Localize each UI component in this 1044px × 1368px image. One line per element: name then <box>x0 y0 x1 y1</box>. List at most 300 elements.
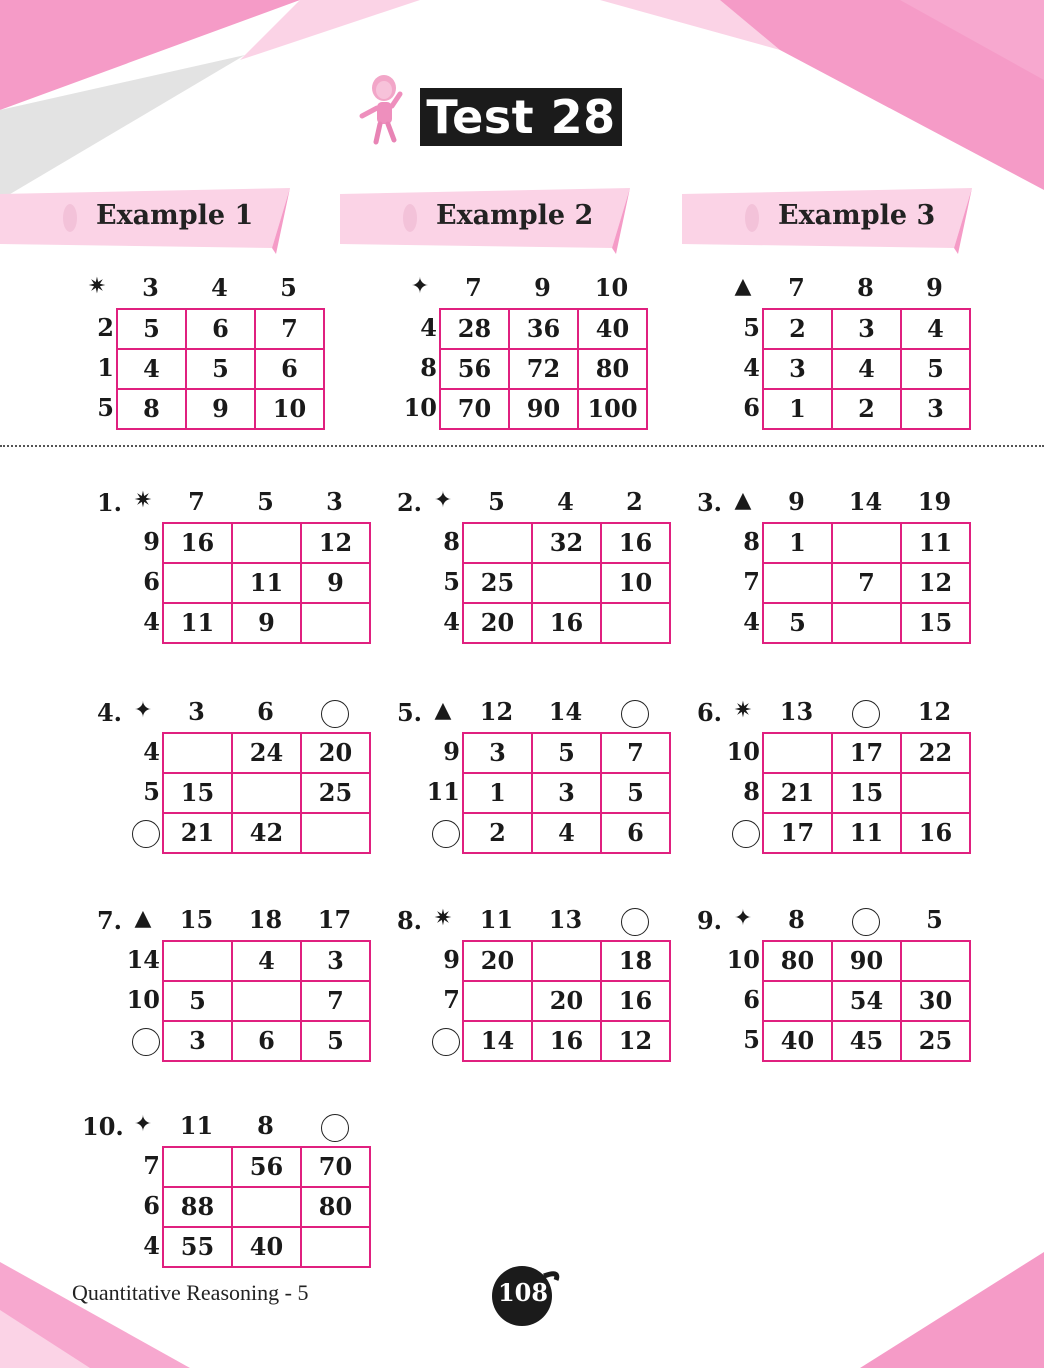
operation-symbol-icon: ✷ <box>133 488 153 513</box>
grid-row <box>163 981 370 1021</box>
grid-cell: 40 <box>763 1021 832 1061</box>
grid-cell: 12 <box>301 523 370 563</box>
blank-answer-cell[interactable] <box>901 773 970 813</box>
grid-cell: 20 <box>532 981 601 1021</box>
grid-cell: 16 <box>163 523 232 563</box>
row-header[interactable] <box>420 812 460 852</box>
answer-circle[interactable] <box>132 1028 160 1056</box>
question-4 <box>96 696 396 856</box>
grid-cell: 5 <box>901 349 970 389</box>
question-number: 2. <box>396 488 422 517</box>
grid-cell: 3 <box>901 389 970 429</box>
row-header[interactable] <box>420 1020 460 1060</box>
column-header: 5 <box>488 487 505 516</box>
grid-cell: 7 <box>255 309 324 349</box>
column-header: 12 <box>479 697 514 726</box>
example-3-label: Example 3 <box>778 200 936 231</box>
grid-cell: 3 <box>532 773 601 813</box>
blank-answer-cell[interactable] <box>301 603 370 643</box>
grid-cell: 20 <box>463 603 532 643</box>
grid-row <box>117 389 324 429</box>
grid-row <box>163 941 370 981</box>
column-header: 5 <box>257 487 274 516</box>
operation-symbol-icon: ✷ <box>733 698 753 723</box>
grid-cell: 100 <box>578 389 647 429</box>
operation-symbol-icon: ▲ <box>734 488 752 513</box>
grid-cell: 22 <box>901 733 970 773</box>
grid-cell: 12 <box>901 563 970 603</box>
grid-cell: 9 <box>186 389 255 429</box>
column-header: 7 <box>188 487 205 516</box>
row-header: 7 <box>743 567 760 596</box>
column-header: 9 <box>788 487 805 516</box>
grid-cell: 3 <box>832 309 901 349</box>
grid-cell: 32 <box>532 523 601 563</box>
grid-row <box>463 981 670 1021</box>
grid-cell: 5 <box>301 1021 370 1061</box>
blank-answer-cell[interactable] <box>163 941 232 981</box>
number-grid <box>462 732 671 854</box>
column-header: 19 <box>917 487 952 516</box>
grid-cell: 90 <box>509 389 578 429</box>
grid-cell: 11 <box>163 603 232 643</box>
grid-row <box>763 349 970 389</box>
operation-symbol-icon: ▲ <box>734 274 752 299</box>
answer-circle[interactable] <box>432 820 460 848</box>
row-header: 14 <box>126 945 160 974</box>
grid-row <box>763 523 970 563</box>
column-header: 15 <box>179 905 214 934</box>
answer-circle[interactable] <box>321 700 349 728</box>
grid-row <box>763 563 970 603</box>
row-header[interactable] <box>120 812 160 852</box>
question-number: 5. <box>396 698 422 727</box>
column-header: 13 <box>779 697 814 726</box>
grid-cell: 11 <box>232 563 301 603</box>
blank-answer-cell[interactable] <box>163 1147 232 1187</box>
number-grid <box>162 1146 371 1268</box>
example-2-label: Example 2 <box>436 200 594 231</box>
row-header: 10 <box>726 737 760 766</box>
grid-cell: 24 <box>232 733 301 773</box>
grid-cell: 17 <box>763 813 832 853</box>
grid-cell: 14 <box>463 1021 532 1061</box>
question-number: 9. <box>696 906 722 935</box>
question-6 <box>696 696 996 856</box>
number-grid <box>162 522 371 644</box>
grid-row <box>163 1187 370 1227</box>
grid-row <box>763 941 970 981</box>
book-title: Quantitative Reasoning - 5 <box>72 1280 309 1305</box>
grid-cell: 2 <box>832 389 901 429</box>
grid-cell: 16 <box>601 981 670 1021</box>
page-title: Test 28 <box>420 88 622 146</box>
grid-cell: 90 <box>832 941 901 981</box>
grid-cell: 80 <box>578 349 647 389</box>
grid-cell: 54 <box>832 981 901 1021</box>
grid-cell: 5 <box>163 981 232 1021</box>
row-header: 10 <box>126 985 160 1014</box>
column-header[interactable] <box>600 698 669 728</box>
question-5 <box>396 696 696 856</box>
grid-row <box>163 1227 370 1267</box>
question-number: 10. <box>82 1112 124 1141</box>
grid-row <box>163 1021 370 1061</box>
operation-symbol-icon: ✦ <box>733 906 753 931</box>
grid-cell: 72 <box>509 349 578 389</box>
grid-row <box>463 603 670 643</box>
question-1 <box>96 486 396 646</box>
row-header: 5 <box>743 1025 760 1054</box>
grid-cell: 45 <box>832 1021 901 1061</box>
grid-cell: 2 <box>763 309 832 349</box>
grid-row <box>163 733 370 773</box>
grid-row <box>463 813 670 853</box>
column-header: 11 <box>479 905 514 934</box>
grid-cell: 6 <box>601 813 670 853</box>
number-grid <box>116 308 325 430</box>
mascot-girl-icon <box>356 72 416 148</box>
grid-cell: 16 <box>532 1021 601 1061</box>
grid-row <box>463 773 670 813</box>
number-grid <box>162 940 371 1062</box>
column-header: 5 <box>926 905 943 934</box>
blank-answer-cell[interactable] <box>232 773 301 813</box>
blank-answer-cell[interactable] <box>601 603 670 643</box>
grid-cell: 30 <box>901 981 970 1021</box>
row-header: 10 <box>726 945 760 974</box>
number-grid <box>762 522 971 644</box>
example-1-banner <box>0 188 292 254</box>
grid-row <box>463 563 670 603</box>
grid-cell: 10 <box>255 389 324 429</box>
blank-answer-cell[interactable] <box>301 1227 370 1267</box>
row-header: 5 <box>97 393 114 422</box>
row-header: 1 <box>97 353 114 382</box>
row-header: 4 <box>443 607 460 636</box>
question-number: 6. <box>696 698 722 727</box>
grid-cell: 88 <box>163 1187 232 1227</box>
section-divider <box>0 445 1044 447</box>
operation-symbol-icon: ✷ <box>433 906 453 931</box>
column-header[interactable] <box>300 1112 369 1142</box>
column-header[interactable] <box>600 906 669 936</box>
grid-cell: 5 <box>532 733 601 773</box>
grid-cell: 40 <box>578 309 647 349</box>
example-2-grid <box>373 272 673 432</box>
row-header: 11 <box>426 777 460 806</box>
answer-circle[interactable] <box>132 820 160 848</box>
column-header: 14 <box>548 697 583 726</box>
blank-answer-cell[interactable] <box>532 941 601 981</box>
grid-cell: 20 <box>301 733 370 773</box>
grid-cell: 15 <box>901 603 970 643</box>
row-header: 4 <box>743 607 760 636</box>
grid-cell: 56 <box>232 1147 301 1187</box>
blank-answer-cell[interactable] <box>763 981 832 1021</box>
grid-cell: 6 <box>232 1021 301 1061</box>
column-header: 12 <box>917 697 952 726</box>
grid-cell: 18 <box>601 941 670 981</box>
column-header: 3 <box>326 487 343 516</box>
grid-row <box>763 773 970 813</box>
row-header: 9 <box>143 527 160 556</box>
grid-cell: 28 <box>440 309 509 349</box>
grid-row <box>463 523 670 563</box>
column-header: 7 <box>788 273 805 302</box>
grid-cell: 55 <box>163 1227 232 1267</box>
example-3-banner <box>682 188 974 254</box>
blank-answer-cell[interactable] <box>163 733 232 773</box>
grid-cell: 7 <box>832 563 901 603</box>
question-number: 7. <box>96 906 122 935</box>
row-header: 4 <box>743 353 760 382</box>
row-header: 5 <box>743 313 760 342</box>
blank-answer-cell[interactable] <box>832 523 901 563</box>
grid-cell: 17 <box>832 733 901 773</box>
grid-cell: 80 <box>763 941 832 981</box>
operation-symbol-icon: ✦ <box>133 698 153 723</box>
grid-cell: 4 <box>832 349 901 389</box>
blank-answer-cell[interactable] <box>301 813 370 853</box>
operation-symbol-icon: ▲ <box>434 698 452 723</box>
row-header: 5 <box>143 777 160 806</box>
question-7 <box>96 904 396 1064</box>
grid-cell: 12 <box>601 1021 670 1061</box>
grid-cell: 4 <box>117 349 186 389</box>
grid-cell: 11 <box>832 813 901 853</box>
column-header: 4 <box>557 487 574 516</box>
grid-row <box>163 563 370 603</box>
column-header: 17 <box>317 905 352 934</box>
grid-cell: 25 <box>463 563 532 603</box>
blank-answer-cell[interactable] <box>463 981 532 1021</box>
grid-cell: 9 <box>301 563 370 603</box>
blank-answer-cell[interactable] <box>232 523 301 563</box>
column-header: 10 <box>594 273 629 302</box>
grid-cell: 3 <box>763 349 832 389</box>
blank-answer-cell[interactable] <box>232 1187 301 1227</box>
grid-cell: 9 <box>232 603 301 643</box>
grid-cell: 15 <box>832 773 901 813</box>
column-header: 5 <box>280 273 297 302</box>
column-header: 9 <box>926 273 943 302</box>
example-1-label: Example 1 <box>96 200 254 231</box>
column-header: 13 <box>548 905 583 934</box>
grid-cell: 70 <box>440 389 509 429</box>
grid-row <box>440 349 647 389</box>
question-number: 8. <box>396 906 422 935</box>
grid-row <box>440 389 647 429</box>
grid-cell: 1 <box>463 773 532 813</box>
blank-answer-cell[interactable] <box>163 563 232 603</box>
column-header: 14 <box>848 487 883 516</box>
answer-circle[interactable] <box>732 820 760 848</box>
row-header: 6 <box>743 393 760 422</box>
blank-answer-cell[interactable] <box>232 981 301 1021</box>
column-header: 8 <box>857 273 874 302</box>
number-grid <box>462 522 671 644</box>
row-header: 4 <box>143 737 160 766</box>
question-8 <box>396 904 696 1064</box>
question-2 <box>396 486 696 646</box>
grid-cell: 4 <box>232 941 301 981</box>
grid-row <box>763 309 970 349</box>
grid-cell: 5 <box>186 349 255 389</box>
grid-cell: 6 <box>186 309 255 349</box>
grid-cell: 20 <box>463 941 532 981</box>
grid-cell: 3 <box>163 1021 232 1061</box>
column-header: 6 <box>257 697 274 726</box>
row-header: 9 <box>443 945 460 974</box>
number-grid <box>762 940 971 1062</box>
grid-cell: 42 <box>232 813 301 853</box>
grid-cell: 5 <box>117 309 186 349</box>
grid-row <box>117 309 324 349</box>
example-1-grid <box>50 272 350 432</box>
blank-answer-cell[interactable] <box>763 563 832 603</box>
row-header: 8 <box>443 527 460 556</box>
row-header: 4 <box>143 1231 160 1260</box>
column-header[interactable] <box>300 698 369 728</box>
number-grid <box>439 308 648 430</box>
row-header: 4 <box>420 313 437 342</box>
grid-cell: 11 <box>901 523 970 563</box>
operation-symbol-icon: ✦ <box>433 488 453 513</box>
blank-answer-cell[interactable] <box>763 733 832 773</box>
grid-row <box>463 1021 670 1061</box>
number-grid <box>162 732 371 854</box>
grid-cell: 36 <box>509 309 578 349</box>
question-3 <box>696 486 996 646</box>
page-number: 108 <box>497 1278 549 1307</box>
number-grid <box>762 732 971 854</box>
question-9 <box>696 904 996 1064</box>
grid-row <box>763 1021 970 1061</box>
blank-answer-cell[interactable] <box>532 563 601 603</box>
grid-cell: 4 <box>532 813 601 853</box>
answer-circle[interactable] <box>621 700 649 728</box>
question-number: 1. <box>96 488 122 517</box>
grid-cell: 1 <box>763 389 832 429</box>
grid-cell: 5 <box>763 603 832 643</box>
grid-cell: 70 <box>301 1147 370 1187</box>
row-header: 7 <box>443 985 460 1014</box>
row-header: 6 <box>143 567 160 596</box>
grid-cell: 10 <box>601 563 670 603</box>
answer-circle[interactable] <box>852 908 880 936</box>
column-header: 9 <box>534 273 551 302</box>
grid-cell: 16 <box>901 813 970 853</box>
grid-cell: 25 <box>901 1021 970 1061</box>
grid-cell: 8 <box>117 389 186 429</box>
grid-cell: 5 <box>601 773 670 813</box>
grid-row <box>163 813 370 853</box>
grid-cell: 6 <box>255 349 324 389</box>
grid-cell: 2 <box>463 813 532 853</box>
row-header: 10 <box>403 393 437 422</box>
operation-symbol-icon: ▲ <box>134 906 152 931</box>
grid-row <box>163 1147 370 1187</box>
operation-symbol-icon: ✦ <box>133 1112 153 1137</box>
column-header: 7 <box>465 273 482 302</box>
grid-row <box>763 603 970 643</box>
row-header: 8 <box>420 353 437 382</box>
column-header[interactable] <box>831 698 900 728</box>
grid-cell: 16 <box>601 523 670 563</box>
grid-cell: 21 <box>763 773 832 813</box>
column-header: 8 <box>257 1111 274 1140</box>
grid-cell: 4 <box>901 309 970 349</box>
column-header: 11 <box>179 1111 214 1140</box>
grid-cell: 25 <box>301 773 370 813</box>
grid-cell: 40 <box>232 1227 301 1267</box>
grid-cell: 15 <box>163 773 232 813</box>
row-header: 8 <box>743 527 760 556</box>
grid-cell: 3 <box>463 733 532 773</box>
row-header: 6 <box>743 985 760 1014</box>
grid-row <box>163 773 370 813</box>
grid-row <box>763 981 970 1021</box>
row-header: 9 <box>443 737 460 766</box>
row-header: 4 <box>143 607 160 636</box>
column-header: 3 <box>142 273 159 302</box>
number-grid <box>762 308 971 430</box>
example-2-banner <box>340 188 632 254</box>
grid-cell: 3 <box>301 941 370 981</box>
question-10 <box>82 1110 396 1270</box>
column-header: 2 <box>626 487 643 516</box>
grid-row <box>163 603 370 643</box>
answer-circle[interactable] <box>432 1028 460 1056</box>
example-3-grid <box>696 272 996 432</box>
grid-cell: 16 <box>532 603 601 643</box>
grid-cell: 21 <box>163 813 232 853</box>
grid-cell: 1 <box>763 523 832 563</box>
row-header: 2 <box>97 313 114 342</box>
row-header[interactable] <box>720 812 760 852</box>
answer-circle[interactable] <box>621 908 649 936</box>
grid-row <box>763 733 970 773</box>
grid-cell: 7 <box>301 981 370 1021</box>
grid-row <box>763 813 970 853</box>
grid-row <box>440 309 647 349</box>
row-header: 5 <box>443 567 460 596</box>
column-header: 4 <box>211 273 228 302</box>
question-number: 4. <box>96 698 122 727</box>
grid-row <box>163 523 370 563</box>
grid-row <box>117 349 324 389</box>
operation-symbol-icon: ✦ <box>410 274 430 299</box>
grid-cell: 7 <box>601 733 670 773</box>
grid-cell: 56 <box>440 349 509 389</box>
column-header[interactable] <box>831 906 900 936</box>
question-number: 3. <box>696 488 722 517</box>
answer-circle[interactable] <box>321 1114 349 1142</box>
row-header[interactable] <box>120 1020 160 1060</box>
blank-answer-cell[interactable] <box>901 941 970 981</box>
number-grid <box>462 940 671 1062</box>
grid-row <box>463 941 670 981</box>
grid-row <box>763 389 970 429</box>
answer-circle[interactable] <box>852 700 880 728</box>
row-header: 8 <box>743 777 760 806</box>
column-header: 18 <box>248 905 283 934</box>
blank-answer-cell[interactable] <box>832 603 901 643</box>
grid-cell: 80 <box>301 1187 370 1227</box>
grid-row <box>463 733 670 773</box>
blank-answer-cell[interactable] <box>463 523 532 563</box>
